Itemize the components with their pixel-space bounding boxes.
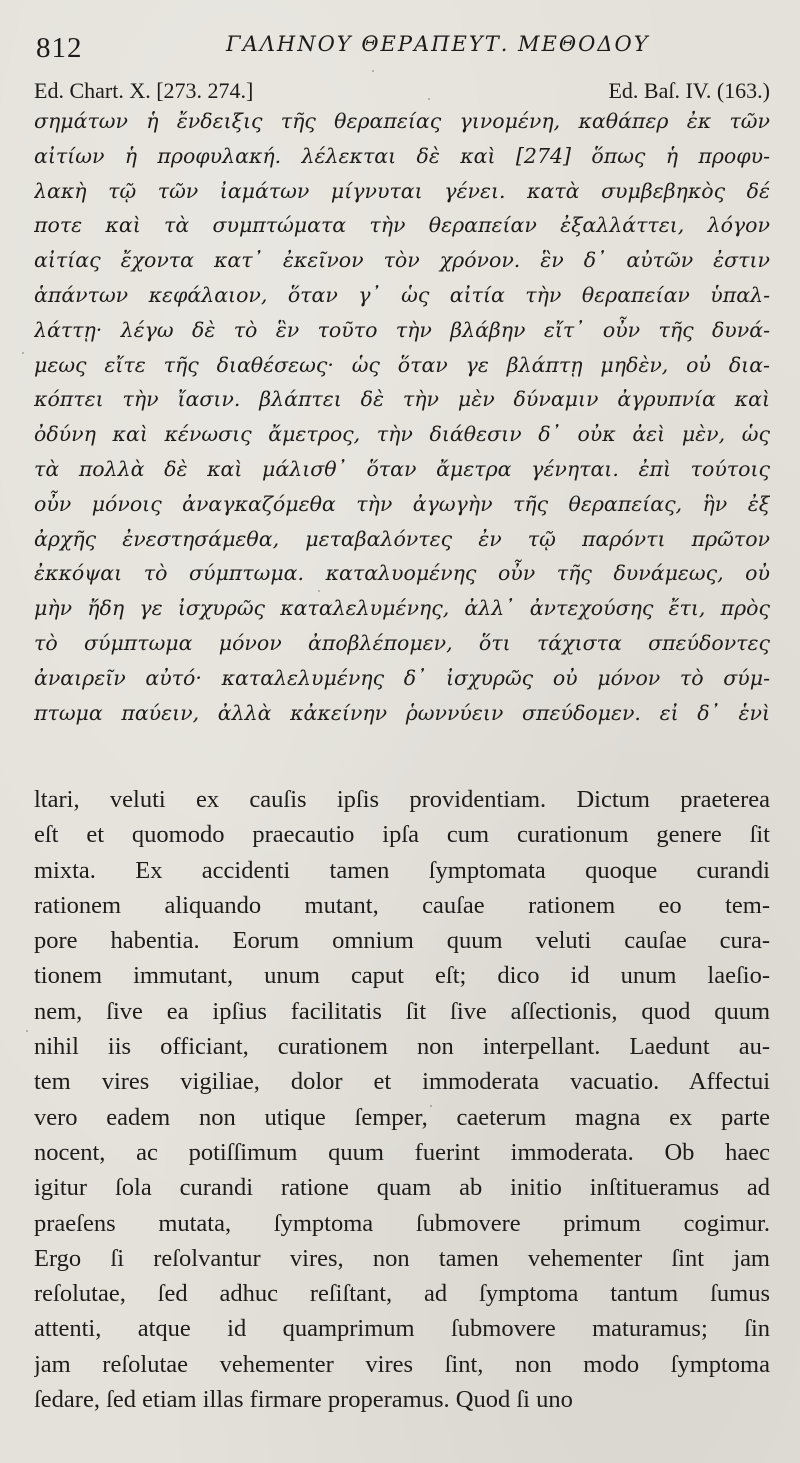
- greek-line: ἁπάντων κεφάλαιον, ὅταν γ᾽ ὡς αἰτία τὴν θεραπείαν ὑπαλ-: [34, 282, 770, 307]
- latin-line: mixta. Ex accidenti tamen ſymptomata quoque curandi: [34, 856, 770, 884]
- greek-line: λάττῃ· λέγω δὲ τὸ ἓν τοῦτο τὴν βλάβην εἴτ᾽ οὖν τῆς δυνά-: [34, 317, 770, 342]
- paper-speck: [318, 590, 320, 592]
- greek-line: οὖν μόνοις ἀναγκαζόμεθα τὴν ἀγωγὴν τῆς θεραπείας, ἣν ἐξ: [34, 491, 770, 516]
- latin-line: praeſens mutata, ſymptoma ſubmovere primum cogimur.: [34, 1209, 770, 1237]
- latin-line: ſedare, ſed etiam illas firmare properamus. Quod ſi uno: [34, 1386, 573, 1414]
- greek-line: μὴν ἤδη γε ἰσχυρῶς καταλελυμένης, ἀλλ᾽ ἀντεχούσης ἔτι, πρὸς: [34, 596, 770, 621]
- paper-speck: [428, 98, 430, 100]
- greek-line: μεως εἴτε τῆς διαθέσεως· ὡς ὅταν γε βλάπτῃ μηδὲν, οὐ δια-: [34, 352, 770, 377]
- greek-line: ἀρχῆς ἐνεστησάμεθα, μεταβαλόντες ἐν τῷ παρόντι πρῶτον: [34, 526, 770, 551]
- paper-speck: [430, 1105, 432, 1107]
- latin-line: eſt et quomodo praecautio ipſa cum curationum genere ſit: [34, 821, 770, 849]
- page-number: 812: [36, 32, 83, 64]
- latin-line: nem, ſive ea ipſius facilitatis ſit ſive aſſectionis, quod quum: [34, 997, 770, 1025]
- latin-line: nocent, ac potiſſimum quum fuerint immoderata. Ob haec: [34, 1138, 770, 1166]
- latin-line: rationem aliquando mutant, cauſae rationem eo tem-: [34, 891, 770, 919]
- latin-line: pore habentia. Eorum omnium quum veluti cauſae cura-: [34, 927, 770, 955]
- greek-text-block: [34, 104, 770, 730]
- greek-line: τὸ σύμπτωμα μόνον ἀποβλέπομεν, ὅτι τάχιστα σπεύδοντες: [34, 630, 770, 655]
- greek-line: ἀναιρεῖν αὐτό· καταλελυμένης δ᾽ ἰσχυρῶς οὐ μόνον τὸ σύμ-: [34, 665, 770, 690]
- latin-line: ltari, veluti ex cauſis ipſis providentiam. Dictum praeterea: [34, 786, 770, 813]
- latin-line: jam reſolutae vehementer vires ſint, non modo ſymptoma: [34, 1350, 770, 1378]
- greek-line: κόπτει τὴν ἴασιν. βλάπτει δὲ τὴν μὲν δύναμιν ἀγρυπνία καὶ: [34, 387, 770, 412]
- latin-line: tionem immutant, unum caput eſt; dico id unum laeſio-: [34, 962, 770, 990]
- edition-basel: Ed. Baſ. IV. (163.): [608, 78, 770, 103]
- paper-speck: [372, 70, 374, 72]
- latin-text-block: [34, 782, 770, 1417]
- greek-line: λακὴ τῷ τῶν ἰαμάτων μίγνυται γένει. κατὰ συμβεβηκὸς δέ: [34, 178, 770, 203]
- latin-line: vero eadem non utique ſemper, caeterum magna ex parte: [34, 1103, 770, 1131]
- paper-speck: [22, 352, 24, 354]
- page-header: [36, 28, 770, 64]
- latin-line: tem vires vigiliae, dolor et immoderata vacuatio. Affectui: [34, 1068, 770, 1096]
- latin-line: nihil iis officiant, curationem non interpellant. Laedunt au-: [34, 1033, 770, 1061]
- greek-line: αἰτίων ἡ προφυλακή. λέλεκται δὲ καὶ [274] ὅπως ἡ προφυ-: [34, 143, 770, 168]
- latin-line: igitur ſola curandi ratione quam ab initio inſtitueramus ad: [34, 1174, 770, 1202]
- edition-chartier: Ed. Chart. X. [273. 274.]: [34, 78, 254, 103]
- greek-line: ποτε καὶ τὰ συμπτώματα τὴν θεραπείαν ἐξαλλάττει, λόγον: [34, 213, 770, 238]
- latin-line: attenti, atque id quamprimum ſubmovere maturamus; ſin: [34, 1315, 770, 1343]
- greek-line: ἐκκόψαι τὸ σύμπτωμα. καταλυομένης οὖν τῆς δυνάμεως, οὐ: [34, 561, 770, 586]
- latin-line: reſolutae, ſed adhuc reſiſtant, ad ſymptoma tantum ſumus: [34, 1280, 770, 1308]
- running-title: ΓΑΛΗΝΟΥ ΘΕΡΑΠΕΥΤ. ΜΕΘΟΔΟΥ: [226, 32, 650, 56]
- greek-line: αἰτίας ἔχοντα κατ᾽ ἐκεῖνον τὸν χρόνον. ἓν δ᾽ αὐτῶν ἐστιν: [34, 248, 770, 273]
- paper-speck: [26, 1030, 28, 1032]
- greek-line: σημάτων ἡ ἔνδειξις τῆς θεραπείας γινομένη, καθάπερ ἐκ τῶν: [34, 109, 770, 133]
- greek-line: τὰ πολλὰ δὲ καὶ μάλισθ᾽ ὅταν ἄμετρα γένηται. ἐπὶ τούτοις: [34, 456, 770, 481]
- greek-line: πτωμα παύειν, ἀλλὰ κἀκείνην ῥωννύειν σπεύδομεν. εἰ δ᾽ ἑνὶ: [34, 700, 770, 725]
- latin-line: Ergo ſi reſolvantur vires, non tamen vehementer ſint jam: [34, 1244, 770, 1272]
- greek-line: ὀδύνη καὶ κένωσις ἄμετρος, τὴν διάθεσιν δ᾽ οὐκ ἀεὶ μὲν, ὡς: [34, 422, 770, 447]
